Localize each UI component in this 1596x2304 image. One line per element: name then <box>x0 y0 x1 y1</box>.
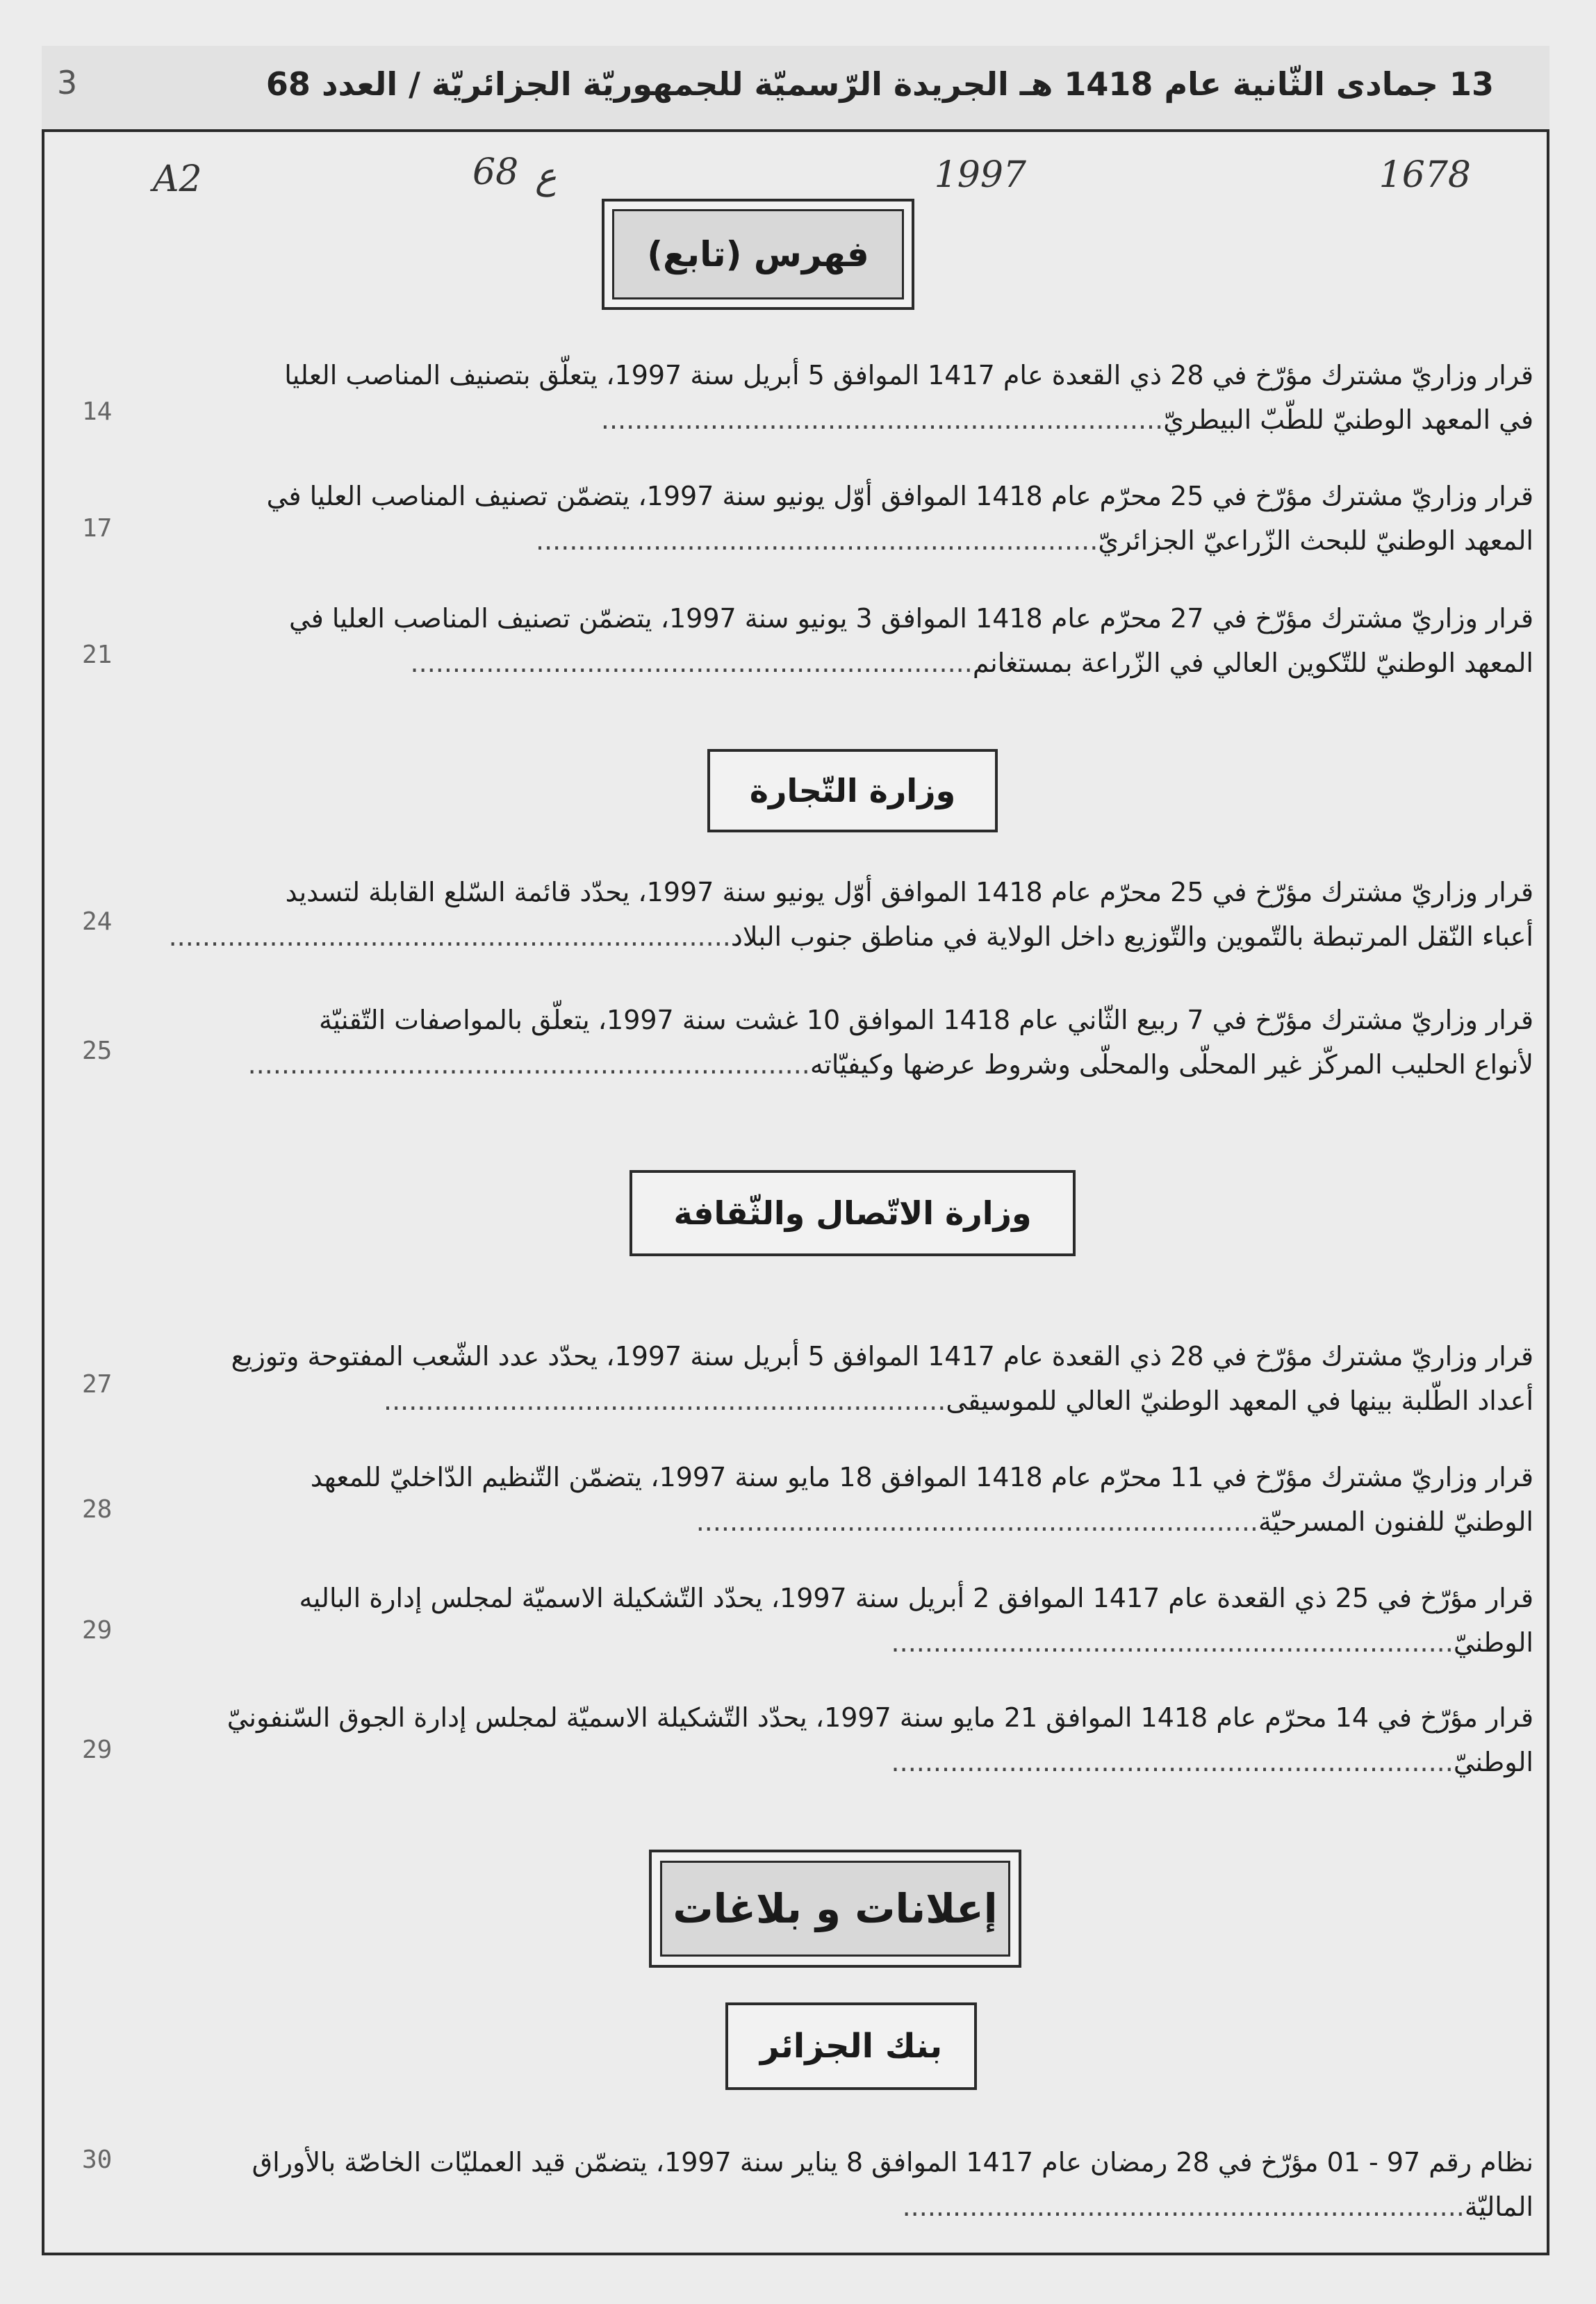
section-communication-culture <box>630 1170 1076 1256</box>
page-header <box>42 46 1549 132</box>
entry-dots: ................................................................... <box>410 648 973 678</box>
entry-text-line2-content: المعهد الوطنيّ للتّكوين العالي في الزّراعة بمستغانم <box>972 648 1533 678</box>
entry-text-line2-content: لأنواع الحليب المركّز غير المحلّى والمحلّى وشروط عرضها وكيفيّاته <box>809 1049 1533 1080</box>
entry-dots: ................................................................... <box>384 1385 946 1416</box>
entry-text-line2 <box>158 1499 1533 1544</box>
list-item <box>158 1695 1533 1784</box>
entry-dots: ................................................................... <box>600 404 1164 435</box>
entry-text-line2 <box>158 518 1533 563</box>
entry-dots: ................................................................... <box>891 1747 1454 1777</box>
entry-text-line2-content: الماليّة <box>1464 2191 1533 2222</box>
entry-text-line2 <box>158 1042 1533 1087</box>
entry-text-line2 <box>158 397 1533 442</box>
entry-text-line1: قرار وزاريّ مشترك مؤرّخ في 27 محرّم عام 1418 الموافق 3 يونيو سنة 1997، يتضمّن تصنيف المناصب العليا في <box>288 603 1533 634</box>
handwritten-code: 1678 <box>1379 154 1471 196</box>
entry-text-line1: نظام رقم 97 - 01 مؤرّخ في 28 رمضان عام 1417 الموافق 8 يناير سنة 1997، يتضمّن قيد العمليّات الخاصّة بالأوراق <box>252 2147 1533 2178</box>
handwritten-ref: A2 <box>153 158 202 200</box>
section-bank <box>725 2002 977 2090</box>
entry-page-number: 27 <box>82 1370 113 1399</box>
entry-text-line2 <box>158 1740 1533 1784</box>
entry-dots: ................................................................... <box>696 1506 1258 1537</box>
section-commerce-title: وزارة التّجارة <box>716 757 989 824</box>
entry-text-line2-content: الوطنيّ للفنون المسرحيّة <box>1258 1506 1533 1537</box>
list-item <box>158 1455 1533 1544</box>
list-item <box>158 1576 1533 1665</box>
entry-dots: ................................................................... <box>247 1049 810 1080</box>
entry-dots: ................................................................... <box>536 525 1099 556</box>
entry-text-line1: قرار مؤرّخ في 25 ذي القعدة عام 1417 الموافق 2 أبريل سنة 1997، يحدّد التّشكيلة الاسميّة لمجلس إدارة الباليه <box>299 1583 1533 1613</box>
handwritten-issue: 68 <box>472 151 519 193</box>
entry-text-line1: قرار وزاريّ مشترك مؤرّخ في 7 ربيع الثّاني عام 1418 الموافق 10 غشت سنة 1997، يتعلّق بالمواصفات التّقنيّة <box>319 1005 1533 1035</box>
section-communication-culture-title: وزارة الاتّصال والثّقافة <box>639 1178 1067 1248</box>
section-index-continued-title: فهرس (تابع) <box>612 209 904 299</box>
entry-dots: ................................................................... <box>891 1627 1454 1658</box>
section-ads-title: إعلانات و بلاغات <box>660 1861 1010 1957</box>
entry-text-line2-content: الوطنيّ <box>1453 1627 1533 1658</box>
entry-text-line1: قرار وزاريّ مشترك مؤرّخ في 25 محرّم عام 1418 الموافق أوّل يونيو سنة 1997، يتضمّن تصنيف المناصب العليا في <box>266 481 1533 511</box>
section-bank-title: بنك الجزائر <box>734 2011 968 2081</box>
list-item <box>158 353 1533 442</box>
entry-text-line1: قرار وزاريّ مشترك مؤرّخ في 28 ذي القعدة عام 1417 الموافق 5 أبريل سنة 1997، يحدّد عدد الشّعب المفتوحة وتوزيع <box>231 1341 1533 1372</box>
entry-text-line2-content: المعهد الوطنيّ للبحث الزّراعيّ الجزائريّ <box>1098 525 1533 556</box>
list-item <box>158 998 1533 1087</box>
entry-page-number: 30 <box>82 2146 113 2174</box>
entry-dots: ................................................................... <box>168 921 731 952</box>
entry-page-number: 29 <box>82 1736 113 1764</box>
handwritten-letter: ع <box>535 156 557 197</box>
entry-text-line1: قرار مؤرّخ في 14 محرّم عام 1418 الموافق 21 مايو سنة 1997، يحدّد التّشكيلة الاسميّة لمجلس إدارة الجوق السّنفونيّ <box>227 1702 1533 1733</box>
entry-page-number: 25 <box>82 1037 113 1065</box>
handwritten-year: 1997 <box>934 154 1026 196</box>
entry-text-line2-content: في المعهد الوطنيّ للطّبّ البيطريّ <box>1163 404 1533 435</box>
entry-text-line2 <box>158 1379 1533 1423</box>
entry-text-line2 <box>158 1620 1533 1665</box>
list-item <box>158 596 1533 685</box>
entry-text-line2 <box>158 914 1533 959</box>
section-commerce <box>707 749 998 832</box>
entry-text-line2-content: أعداد الطّلبة بينها في المعهد الوطنيّ العالي للموسيقى <box>946 1385 1533 1416</box>
entry-text-line2 <box>158 641 1533 685</box>
entry-page-number: 24 <box>82 907 113 936</box>
section-ads <box>649 1850 1021 1968</box>
entry-page-number: 17 <box>82 514 113 543</box>
header-page-number: 3 <box>57 64 78 101</box>
header-title: 13 جمادى الثّانية عام 1418 هـ الجريدة الرّسميّة للجمهوريّة الجزائريّة / العدد 68 <box>265 65 1494 103</box>
entry-dots: ................................................................... <box>902 2191 1465 2222</box>
entry-page-number: 29 <box>82 1616 113 1645</box>
list-item <box>158 870 1533 959</box>
entry-text-line2-content: الوطنيّ <box>1453 1747 1533 1777</box>
list-item <box>158 1334 1533 1423</box>
entry-page-number: 14 <box>82 397 113 426</box>
entry-text-line1: قرار وزاريّ مشترك مؤرّخ في 25 محرّم عام 1418 الموافق أوّل يونيو سنة 1997، يحدّد قائمة السّلع القابلة لتسديد <box>285 877 1533 907</box>
entry-page-number: 21 <box>82 641 113 669</box>
list-item <box>158 2140 1533 2229</box>
entry-text-line2 <box>158 2184 1533 2229</box>
list-item <box>158 474 1533 563</box>
entry-text-line1: قرار وزاريّ مشترك مؤرّخ في 11 محرّم عام 1418 الموافق 18 مايو سنة 1997، يتضمّن التّنظيم الدّاخليّ للمعهد <box>310 1462 1533 1492</box>
entry-text-line2-content: أعباء النّقل المرتبطة بالتّموين والتّوزيع داخل الولاية في مناطق جنوب البلاد <box>730 921 1533 952</box>
entry-text-line1: قرار وزاريّ مشترك مؤرّخ في 28 ذي القعدة عام 1417 الموافق 5 أبريل سنة 1997، يتعلّق بتصنيف المناصب العليا <box>284 360 1533 390</box>
entry-page-number: 28 <box>82 1495 113 1524</box>
section-index-continued <box>602 199 914 310</box>
